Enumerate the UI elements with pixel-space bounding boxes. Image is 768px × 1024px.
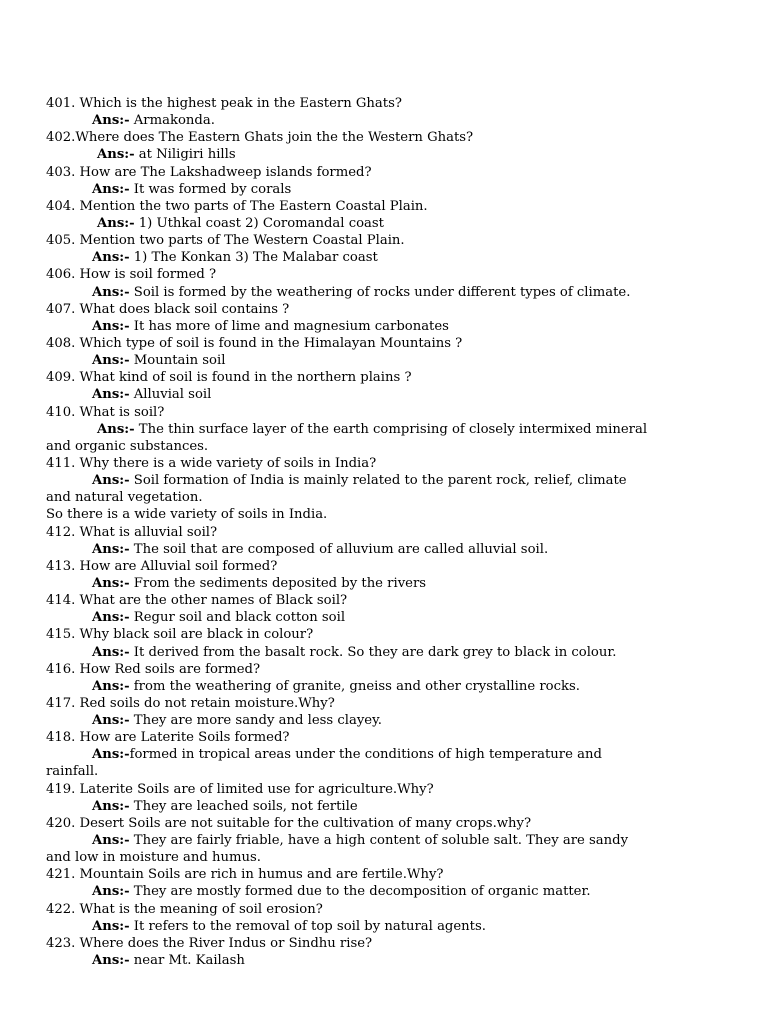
answer-line <box>46 609 726 626</box>
answer-label: Ans:- <box>92 575 130 591</box>
question-line: 405. Mention two parts of The Western Coastal Plain. <box>46 233 405 249</box>
answer-text: formed in tropical areas under the conditions of high temperature and <box>129 747 602 763</box>
answer-text: It refers to the removal of top soil by natural agents. <box>129 918 486 934</box>
answer-label: Ans:- <box>97 421 135 437</box>
answer-label: Ans:- <box>92 610 130 626</box>
question-line: 411. Why there is a wide variety of soils in India? <box>46 455 377 471</box>
answer-text: 1) Uthkal coast 2) Coromandal coast <box>134 215 384 231</box>
answer-text: near Mt. Kailash <box>129 953 245 969</box>
answer-text: They are leached soils, not fertile <box>129 798 358 814</box>
answer-label: Ans:- <box>97 147 135 163</box>
question-line: 406. How is soil formed ? <box>46 267 217 283</box>
answer-line <box>46 832 726 849</box>
continuation-line: and low in moisture and humus. <box>46 850 261 866</box>
answer-label: Ans:- <box>92 387 130 403</box>
answer-text: It was formed by corals <box>129 181 292 197</box>
answer-line <box>46 146 726 163</box>
answer-label: Ans:- <box>92 884 130 900</box>
answer-text: Mountain soil <box>129 353 226 369</box>
answer-text: Regur soil and black cotton soil <box>129 610 346 626</box>
answer-label: Ans:- <box>92 918 130 934</box>
answer-line <box>46 798 726 815</box>
continuation-line: So there is a wide variety of soils in India. <box>46 507 328 523</box>
continuation-line: rainfall. <box>46 764 99 780</box>
answer-text: Armakonda. <box>129 113 215 129</box>
question-line: 421. Mountain Soils are rich in humus and are fertile.Why? <box>46 867 444 883</box>
question-line: 414. What are the other names of Black soil? <box>46 593 348 609</box>
answer-line <box>46 215 726 232</box>
answer-text: They are fairly friable, have a high content of soluble salt. They are sandy <box>129 833 629 849</box>
answer-text: Soil formation of India is mainly related to the parent rock, relief, climate <box>129 473 627 489</box>
answer-label: Ans:- <box>92 541 130 557</box>
question-line: 423. Where does the River Indus or Sindhu rise? <box>46 935 373 951</box>
answer-label: Ans:- <box>92 833 130 849</box>
question-line: 413. How are Alluvial soil formed? <box>46 558 278 574</box>
answer-text: The thin surface layer of the earth comprising of closely intermixed mineral <box>134 421 648 437</box>
question-line: 403. How are The Lakshadweep islands formed? <box>46 164 372 180</box>
answer-line <box>46 712 726 729</box>
answer-label: Ans:- <box>92 713 130 729</box>
answer-line <box>46 541 726 558</box>
answer-line <box>46 644 726 661</box>
answer-label: Ans:- <box>92 747 130 763</box>
answer-label: Ans:- <box>92 953 130 969</box>
answer-text: They are mostly formed due to the decomposition of organic matter. <box>129 884 591 900</box>
answer-label: Ans:- <box>92 318 130 334</box>
answer-text: from the weathering of granite, gneiss and other crystalline rocks. <box>129 678 580 694</box>
question-line: 412. What is alluvial soil? <box>46 524 218 540</box>
question-line: 409. What kind of soil is found in the northern plains ? <box>46 370 412 386</box>
answer-line <box>46 918 726 935</box>
answer-label: Ans:- <box>92 250 130 266</box>
answer-line <box>46 678 726 695</box>
answer-line <box>46 318 726 335</box>
answer-line <box>46 112 726 129</box>
answer-text: It derived from the basalt rock. So they are dark grey to black in colour. <box>129 644 617 660</box>
question-line: 401. Which is the highest peak in the Eastern Ghats? <box>46 96 402 111</box>
answer-line <box>46 472 726 489</box>
answer-label: Ans:- <box>92 644 130 660</box>
continuation-line: and organic substances. <box>46 438 209 454</box>
question-line: 404. Mention the two parts of The Eastern Coastal Plain. <box>46 198 428 214</box>
answer-text: The soil that are composed of alluvium are called alluvial soil. <box>129 541 549 557</box>
answer-line <box>46 181 726 198</box>
question-line: 420. Desert Soils are not suitable for the cultivation of many crops.why? <box>46 815 532 831</box>
answer-text: From the sediments deposited by the rivers <box>129 575 427 591</box>
qa-document <box>46 95 726 969</box>
question-line: 402.Where does The Eastern Ghats join the the Western Ghats? <box>46 130 474 146</box>
answer-line <box>46 386 726 403</box>
answer-label: Ans:- <box>92 113 130 129</box>
answer-text: at Niligiri hills <box>134 147 236 163</box>
answer-line <box>46 883 726 900</box>
answer-label: Ans:- <box>92 284 130 300</box>
answer-text: Soil is formed by the weathering of rocks under different types of climate. <box>129 284 631 300</box>
answer-label: Ans:- <box>92 798 130 814</box>
question-line: 407. What does black soil contains ? <box>46 301 290 317</box>
question-line: 410. What is soil? <box>46 404 165 420</box>
question-line: 418. How are Laterite Soils formed? <box>46 730 290 746</box>
question-line: 415. Why black soil are black in colour? <box>46 627 314 643</box>
answer-text: 1) The Konkan 3) The Malabar coast <box>129 250 378 266</box>
answer-text: Alluvial soil <box>129 387 212 403</box>
question-line: 422. What is the meaning of soil erosion? <box>46 901 323 917</box>
question-line: 416. How Red soils are formed? <box>46 661 261 677</box>
answer-line <box>46 352 726 369</box>
answer-line <box>46 575 726 592</box>
answer-text: It has more of lime and magnesium carbonates <box>129 318 449 334</box>
continuation-line: and natural vegetation. <box>46 490 203 506</box>
answer-label: Ans:- <box>92 181 130 197</box>
answer-line <box>46 421 726 438</box>
answer-label: Ans:- <box>92 353 130 369</box>
question-line: 408. Which type of soil is found in the Himalayan Mountains ? <box>46 335 463 351</box>
answer-label: Ans:- <box>97 215 135 231</box>
question-line: 417. Red soils do not retain moisture.Why? <box>46 695 335 711</box>
answer-line <box>46 952 726 969</box>
answer-label: Ans:- <box>92 473 130 489</box>
question-line: 419. Laterite Soils are of limited use for agriculture.Why? <box>46 781 434 797</box>
answer-line <box>46 284 726 301</box>
answer-text: They are more sandy and less clayey. <box>129 713 382 729</box>
answer-label: Ans:- <box>92 678 130 694</box>
answer-line <box>46 746 726 763</box>
answer-line <box>46 249 726 266</box>
